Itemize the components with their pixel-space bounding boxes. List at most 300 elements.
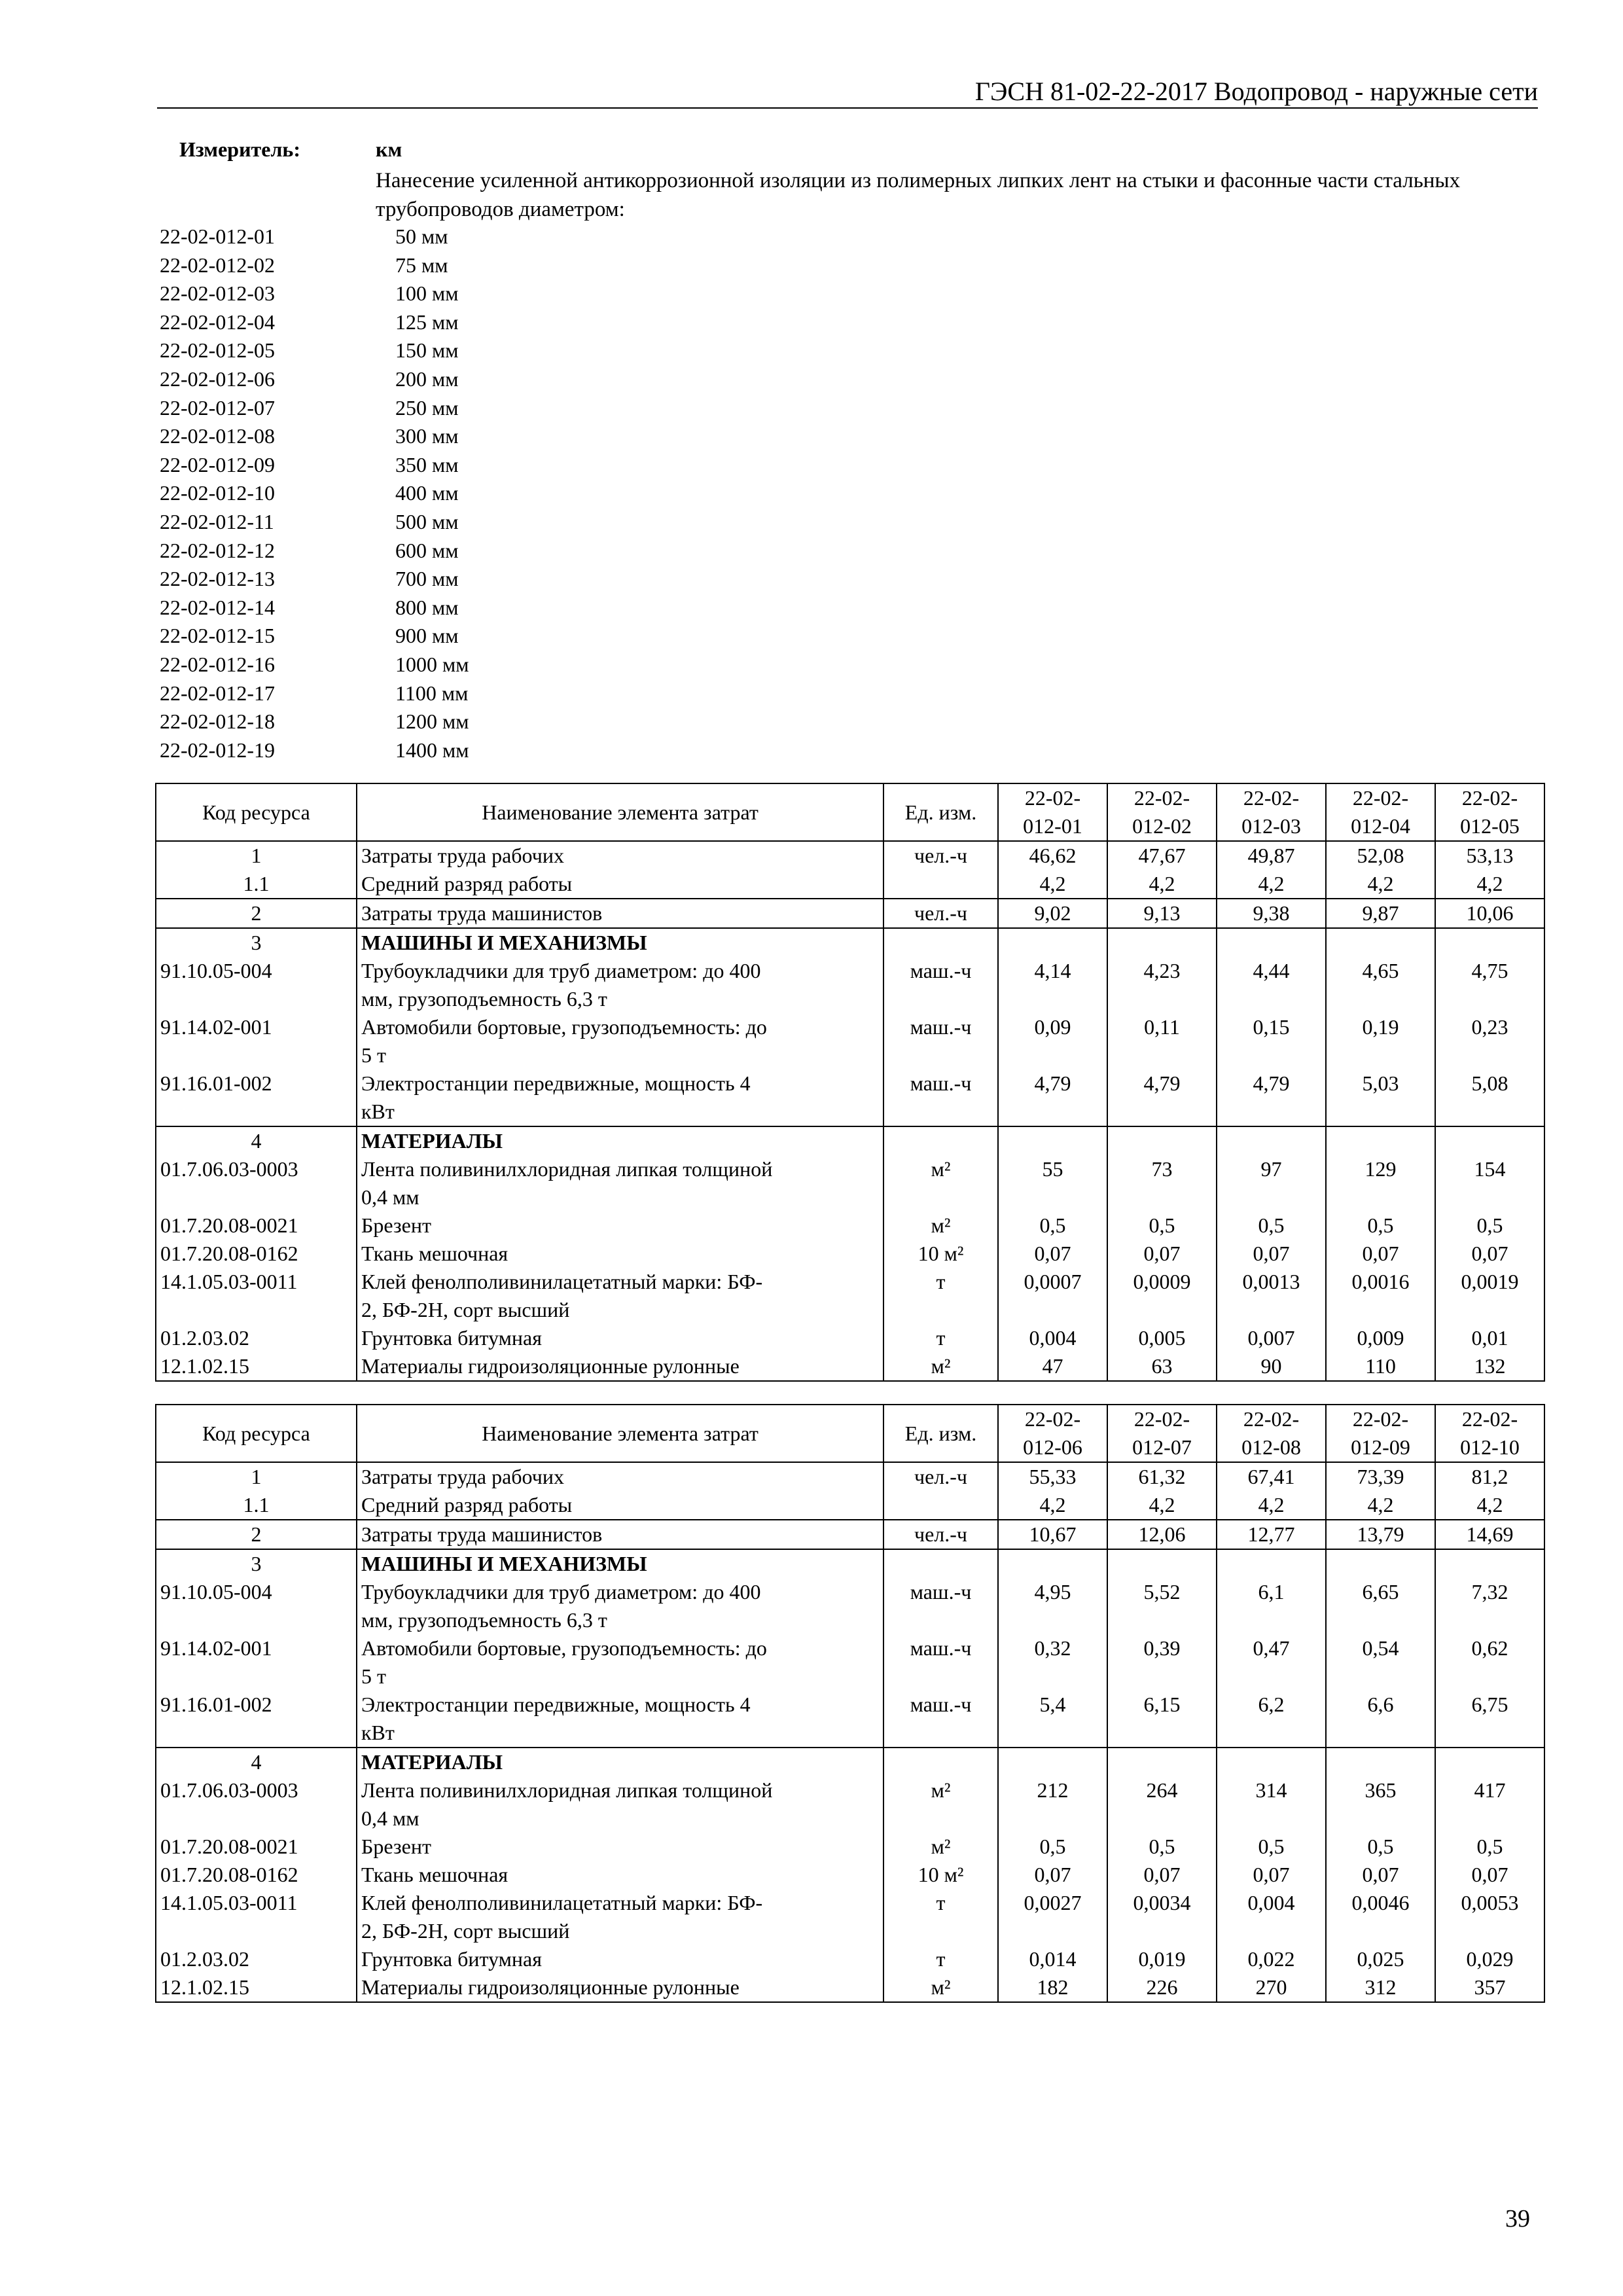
resource-value: 4,75 — [1435, 957, 1544, 1013]
resource-value: 182 — [998, 1973, 1107, 2002]
resource-value: 4,2 — [1435, 1491, 1544, 1520]
table-row — [156, 1634, 1544, 1691]
resource-value: 4,95 — [998, 1578, 1107, 1634]
resource-name-line: Ткань мешочная — [361, 1242, 508, 1265]
code-list-item — [160, 736, 469, 765]
item-code: 22-02-012-03 — [160, 281, 275, 306]
item-description: 600 мм — [395, 538, 459, 562]
resource-name-line: Брезент — [361, 1213, 431, 1237]
resource-unit: м² — [883, 1211, 998, 1240]
resource-name-line: 5 т — [361, 1043, 386, 1067]
resource-value: 63 — [1107, 1352, 1217, 1381]
resource-code: 2 — [156, 899, 357, 928]
resource-name-line: Трубоукладчики для труб диаметром: до 400 — [361, 959, 761, 982]
resource-name-line: Материалы гидроизоляционные рулонные — [361, 1354, 740, 1378]
resource-code: 01.7.06.03-0003 — [156, 1776, 357, 1833]
header-column — [998, 1405, 1107, 1462]
resource-value — [998, 1748, 1107, 1776]
resource-unit: чел.-ч — [883, 899, 998, 928]
table-row — [156, 1126, 1544, 1155]
table-row — [156, 1973, 1544, 2002]
resource-unit: маш.-ч — [883, 957, 998, 1013]
resource-code: 1.1 — [156, 1491, 357, 1520]
resource-code: 14.1.05.03-0011 — [156, 1889, 357, 1945]
resource-value: 0,5 — [1217, 1833, 1326, 1861]
resource-code: 91.14.02-001 — [156, 1013, 357, 1069]
resource-value: 55 — [998, 1155, 1107, 1211]
header-unit: Ед. изм. — [883, 783, 998, 841]
resource-name-line: Ткань мешочная — [361, 1863, 508, 1886]
resource-value: 53,13 — [1435, 841, 1544, 870]
code-list-item — [160, 651, 469, 679]
resource-value: 0,32 — [998, 1634, 1107, 1691]
resource-value: 7,32 — [1435, 1578, 1544, 1634]
resource-name — [357, 1352, 883, 1381]
resource-name-line: мм, грузоподъемность 6,3 т — [361, 987, 607, 1011]
item-description: 250 мм — [395, 395, 459, 420]
resource-unit — [883, 1491, 998, 1520]
table-row — [156, 870, 1544, 899]
resource-name-line: Лента поливинилхлоридная липкая толщиной — [361, 1778, 773, 1802]
code-list-item — [160, 394, 459, 423]
resource-name-line: кВт — [361, 1721, 395, 1744]
resource-value: 0,5 — [1435, 1211, 1544, 1240]
resource-value: 9,87 — [1326, 899, 1435, 928]
resource-value: 0,0019 — [1435, 1268, 1544, 1324]
header-column-line: 22-02- — [1024, 1407, 1081, 1431]
resource-value: 0,025 — [1326, 1945, 1435, 1973]
resource-value: 154 — [1435, 1155, 1544, 1211]
resource-name — [357, 1013, 883, 1069]
page-number: 39 — [1505, 2205, 1530, 2233]
resource-value: 5,4 — [998, 1691, 1107, 1748]
item-description: 150 мм — [395, 338, 459, 363]
resource-code: 12.1.02.15 — [156, 1973, 357, 2002]
resource-value — [1217, 928, 1326, 957]
resource-name — [357, 1491, 883, 1520]
header-name: Наименование элемента затрат — [357, 783, 883, 841]
resource-value: 4,2 — [1107, 1491, 1217, 1520]
resource-value: 357 — [1435, 1973, 1544, 2002]
resource-name-line: Затраты труда рабочих — [361, 1465, 564, 1488]
header-column-line: 012-01 — [1023, 814, 1082, 838]
resource-name — [357, 841, 883, 870]
resource-value: 4,2 — [1107, 870, 1217, 899]
table-row — [156, 1520, 1544, 1549]
resource-unit: маш.-ч — [883, 1013, 998, 1069]
resource-name — [357, 1155, 883, 1211]
header-column-line: 012-10 — [1460, 1435, 1520, 1459]
resource-value — [1217, 1126, 1326, 1155]
resource-name-line: МАШИНЫ И МЕХАНИЗМЫ — [361, 931, 647, 954]
code-list-item — [160, 422, 459, 451]
resource-value: 4,2 — [1326, 870, 1435, 899]
intro-text: Нанесение усиленной антикоррозионной изоляции из полимерных липких лент на стыки и фасонные части стальных трубопроводов диаметром: — [376, 169, 1461, 221]
resource-name — [357, 1748, 883, 1776]
resource-value: 0,5 — [998, 1211, 1107, 1240]
resource-value: 0,62 — [1435, 1634, 1544, 1691]
resource-value: 0,5 — [1326, 1211, 1435, 1240]
resource-value: 67,41 — [1217, 1462, 1326, 1491]
resource-value: 10,67 — [998, 1520, 1107, 1549]
resource-name-line: Затраты труда рабочих — [361, 844, 564, 867]
resource-name — [357, 1776, 883, 1833]
resource-value: 365 — [1326, 1776, 1435, 1833]
resource-value: 9,13 — [1107, 899, 1217, 928]
item-description: 50 мм — [395, 224, 448, 248]
resource-unit: маш.-ч — [883, 1634, 998, 1691]
resource-unit — [883, 1748, 998, 1776]
resource-table-2 — [155, 1404, 1545, 2003]
resource-value: 0,07 — [1217, 1240, 1326, 1268]
resource-value: 0,0053 — [1435, 1889, 1544, 1945]
resource-value: 0,019 — [1107, 1945, 1217, 1973]
code-list-item — [160, 622, 459, 651]
resource-name — [357, 870, 883, 899]
resource-value: 0,0007 — [998, 1268, 1107, 1324]
table-row — [156, 1211, 1544, 1240]
resource-unit: маш.-ч — [883, 1069, 998, 1126]
resource-value: 10,06 — [1435, 899, 1544, 928]
resource-value: 6,15 — [1107, 1691, 1217, 1748]
resource-name — [357, 1861, 883, 1889]
header-column — [1326, 783, 1435, 841]
item-description: 300 мм — [395, 424, 459, 448]
resource-value — [1435, 1126, 1544, 1155]
resource-code: 91.10.05-004 — [156, 1578, 357, 1634]
header-column — [998, 783, 1107, 841]
table-row — [156, 1833, 1544, 1861]
resource-value: 0,09 — [998, 1013, 1107, 1069]
header-column — [1217, 1405, 1326, 1462]
resource-name-line: Грунтовка битумная — [361, 1326, 542, 1350]
resource-name-line: Автомобили бортовые, грузоподъемность: до — [361, 1015, 767, 1039]
resource-value: 0,5 — [1217, 1211, 1326, 1240]
item-description: 900 мм — [395, 624, 459, 648]
item-code: 22-02-012-18 — [160, 709, 275, 734]
resource-unit: м² — [883, 1973, 998, 2002]
code-list-item — [160, 679, 469, 708]
resource-name-line: Грунтовка битумная — [361, 1947, 542, 1971]
resource-name-line: 0,4 мм — [361, 1806, 419, 1830]
header-unit: Ед. изм. — [883, 1405, 998, 1462]
resource-code: 1 — [156, 841, 357, 870]
header-column-line: 012-07 — [1132, 1435, 1192, 1459]
resource-name — [357, 1324, 883, 1352]
resource-value: 73,39 — [1326, 1462, 1435, 1491]
resource-value: 49,87 — [1217, 841, 1326, 870]
resource-name-line: Брезент — [361, 1835, 431, 1858]
resource-value: 4,2 — [1217, 1491, 1326, 1520]
resource-value — [1326, 1549, 1435, 1578]
resource-name-line: мм, грузоподъемность 6,3 т — [361, 1608, 607, 1632]
resource-value: 90 — [1217, 1352, 1326, 1381]
resource-name-line: 2, БФ-2Н, сорт высший — [361, 1919, 570, 1943]
table-row — [156, 841, 1544, 870]
resource-value — [998, 1126, 1107, 1155]
header-column-line: 012-04 — [1351, 814, 1410, 838]
resource-value: 4,2 — [998, 870, 1107, 899]
table-row — [156, 928, 1544, 957]
header-column — [1435, 783, 1544, 841]
item-code: 22-02-012-13 — [160, 567, 275, 591]
resource-code: 2 — [156, 1520, 357, 1549]
resource-value: 0,0013 — [1217, 1268, 1326, 1324]
resource-value: 0,07 — [1107, 1861, 1217, 1889]
header-column-line: 22-02- — [1352, 786, 1409, 810]
resource-name-line: Средний разряд работы — [361, 1493, 573, 1516]
resource-unit: чел.-ч — [883, 1520, 998, 1549]
resource-value: 0,0016 — [1326, 1268, 1435, 1324]
header-column-line: 22-02- — [1461, 786, 1518, 810]
table-row — [156, 1491, 1544, 1520]
resource-name-line: 0,4 мм — [361, 1185, 419, 1209]
resource-value — [1435, 1549, 1544, 1578]
resource-name-line: Материалы гидроизоляционные рулонные — [361, 1975, 740, 1999]
header-column-line: 22-02- — [1243, 786, 1300, 810]
header-column-line: 22-02- — [1461, 1407, 1518, 1431]
item-description: 1100 мм — [395, 681, 469, 705]
meter-unit: км — [376, 137, 402, 161]
meter-line — [179, 137, 402, 162]
resource-value — [1217, 1549, 1326, 1578]
resource-value: 47,67 — [1107, 841, 1217, 870]
resource-name — [357, 1126, 883, 1155]
meter-label: Измеритель: — [179, 137, 300, 161]
table-row — [156, 1352, 1544, 1381]
code-list-item — [160, 565, 459, 594]
resource-value: 0,07 — [1435, 1861, 1544, 1889]
code-list-item — [160, 508, 459, 537]
item-code: 22-02-012-17 — [160, 681, 275, 705]
page-header — [157, 73, 1538, 109]
table-row — [156, 1889, 1544, 1945]
resource-value: 4,79 — [998, 1069, 1107, 1126]
table-row — [156, 899, 1544, 928]
header-column-line: 012-08 — [1241, 1435, 1301, 1459]
item-code: 22-02-012-11 — [160, 509, 274, 533]
item-description: 1000 мм — [395, 652, 469, 676]
header-column-line: 012-03 — [1241, 814, 1301, 838]
item-code: 22-02-012-07 — [160, 395, 275, 420]
resource-unit — [883, 1549, 998, 1578]
resource-name — [357, 1211, 883, 1240]
resource-name-line: Клей фенолполивинилацетатный марки: БФ- — [361, 1270, 763, 1293]
resource-name — [357, 1268, 883, 1324]
resource-value — [1217, 1748, 1326, 1776]
resource-value: 4,65 — [1326, 957, 1435, 1013]
resource-name — [357, 1240, 883, 1268]
item-code: 22-02-012-12 — [160, 538, 275, 562]
item-description: 125 мм — [395, 310, 459, 334]
header-column-line: 22-02- — [1352, 1407, 1409, 1431]
code-list-item — [160, 336, 459, 365]
item-description: 500 мм — [395, 509, 459, 533]
resource-code: 01.7.20.08-0162 — [156, 1240, 357, 1268]
item-description: 400 мм — [395, 481, 459, 505]
resource-value: 132 — [1435, 1352, 1544, 1381]
resource-value: 0,0034 — [1107, 1889, 1217, 1945]
header-column-line: 22-02- — [1243, 1407, 1300, 1431]
resource-unit: маш.-ч — [883, 1691, 998, 1748]
resource-value: 0,39 — [1107, 1634, 1217, 1691]
resource-unit: т — [883, 1268, 998, 1324]
table-row — [156, 1013, 1544, 1069]
resource-name — [357, 1889, 883, 1945]
resource-value: 61,32 — [1107, 1462, 1217, 1491]
resource-value — [998, 928, 1107, 957]
header-column — [1217, 783, 1326, 841]
header-code: Код ресурса — [156, 783, 357, 841]
resource-name-line: Клей фенолполивинилацетатный марки: БФ- — [361, 1891, 763, 1914]
resource-value: 4,2 — [1435, 870, 1544, 899]
resource-code: 91.14.02-001 — [156, 1634, 357, 1691]
resource-code: 1 — [156, 1462, 357, 1491]
resource-value: 0,47 — [1217, 1634, 1326, 1691]
resource-name — [357, 1634, 883, 1691]
resource-name-line: МАТЕРИАЛЫ — [361, 1750, 503, 1774]
item-description: 75 мм — [395, 253, 448, 277]
header-name: Наименование элемента затрат — [357, 1405, 883, 1462]
resource-value: 0,007 — [1217, 1324, 1326, 1352]
resource-value: 73 — [1107, 1155, 1217, 1211]
resource-value — [1107, 928, 1217, 957]
code-list-item — [160, 223, 448, 251]
header-code: Код ресурса — [156, 1405, 357, 1462]
resource-value: 0,07 — [998, 1861, 1107, 1889]
table-row — [156, 1776, 1544, 1833]
resource-value: 0,15 — [1217, 1013, 1326, 1069]
table-row — [156, 1240, 1544, 1268]
resource-unit: м² — [883, 1776, 998, 1833]
resource-value: 6,6 — [1326, 1691, 1435, 1748]
item-code: 22-02-012-16 — [160, 652, 275, 676]
resource-value: 4,79 — [1217, 1069, 1326, 1126]
resource-code: 3 — [156, 1549, 357, 1578]
resource-value: 12,06 — [1107, 1520, 1217, 1549]
resource-code: 01.7.20.08-0021 — [156, 1211, 357, 1240]
resource-name — [357, 1691, 883, 1748]
header-column-line: 012-02 — [1132, 814, 1192, 838]
resource-code: 01.7.20.08-0162 — [156, 1861, 357, 1889]
table-row — [156, 1945, 1544, 1973]
resource-value: 46,62 — [998, 841, 1107, 870]
resource-value: 0,07 — [998, 1240, 1107, 1268]
table-header-row — [156, 783, 1544, 841]
resource-name — [357, 899, 883, 928]
resource-value: 314 — [1217, 1776, 1326, 1833]
resource-value: 0,23 — [1435, 1013, 1544, 1069]
resource-value: 110 — [1326, 1352, 1435, 1381]
table-row — [156, 1069, 1544, 1126]
resource-unit — [883, 1126, 998, 1155]
resource-unit: т — [883, 1945, 998, 1973]
resource-value: 81,2 — [1435, 1462, 1544, 1491]
resource-name — [357, 1069, 883, 1126]
header-column-line: 22-02- — [1133, 1407, 1190, 1431]
resource-value: 0,005 — [1107, 1324, 1217, 1352]
resource-value: 0,029 — [1435, 1945, 1544, 1973]
table-row — [156, 1462, 1544, 1491]
resource-name-line: 5 т — [361, 1664, 386, 1688]
resource-name — [357, 1578, 883, 1634]
resource-name — [357, 1549, 883, 1578]
resource-unit: 10 м² — [883, 1861, 998, 1889]
item-description: 350 мм — [395, 452, 459, 476]
code-list-item — [160, 594, 459, 622]
resource-value: 0,0027 — [998, 1889, 1107, 1945]
resource-name-line: Средний разряд работы — [361, 872, 573, 895]
table-row — [156, 1155, 1544, 1211]
item-description: 1200 мм — [395, 709, 469, 734]
resource-value: 12,77 — [1217, 1520, 1326, 1549]
resource-value: 0,004 — [1217, 1889, 1326, 1945]
resource-value: 52,08 — [1326, 841, 1435, 870]
table-row — [156, 957, 1544, 1013]
resource-value: 9,02 — [998, 899, 1107, 928]
header-column-line: 22-02- — [1133, 786, 1190, 810]
resource-name-line: МАШИНЫ И МЕХАНИЗМЫ — [361, 1552, 647, 1575]
resource-name-line: кВт — [361, 1100, 395, 1123]
resource-value: 6,1 — [1217, 1578, 1326, 1634]
resource-name — [357, 928, 883, 957]
resource-value: 129 — [1326, 1155, 1435, 1211]
resource-name-line: Затраты труда машинистов — [361, 901, 603, 925]
resource-code: 91.10.05-004 — [156, 957, 357, 1013]
resource-value: 0,07 — [1326, 1240, 1435, 1268]
resource-value: 6,75 — [1435, 1691, 1544, 1748]
header-column — [1107, 783, 1217, 841]
resource-value — [1107, 1126, 1217, 1155]
resource-unit: м² — [883, 1833, 998, 1861]
resource-value: 9,38 — [1217, 899, 1326, 928]
resource-code: 01.7.20.08-0021 — [156, 1833, 357, 1861]
resource-value: 13,79 — [1326, 1520, 1435, 1549]
resource-value — [1326, 1748, 1435, 1776]
header-column-line: 012-06 — [1023, 1435, 1082, 1459]
header-column-line: 012-05 — [1460, 814, 1520, 838]
resource-value: 0,07 — [1107, 1240, 1217, 1268]
code-list-item — [160, 708, 469, 736]
resource-unit — [883, 928, 998, 957]
item-code: 22-02-012-19 — [160, 738, 275, 762]
resource-value: 14,69 — [1435, 1520, 1544, 1549]
resource-value: 0,014 — [998, 1945, 1107, 1973]
item-code: 22-02-012-04 — [160, 310, 275, 334]
item-code: 22-02-012-14 — [160, 595, 275, 619]
resource-value: 0,009 — [1326, 1324, 1435, 1352]
resource-unit: м² — [883, 1352, 998, 1381]
resource-unit: т — [883, 1889, 998, 1945]
item-description: 700 мм — [395, 567, 459, 591]
resource-value: 5,08 — [1435, 1069, 1544, 1126]
code-list-item — [160, 537, 459, 565]
item-description: 100 мм — [395, 281, 459, 306]
resource-unit: чел.-ч — [883, 1462, 998, 1491]
resource-value: 0,022 — [1217, 1945, 1326, 1973]
code-list-item — [160, 279, 459, 308]
resource-code: 3 — [156, 928, 357, 957]
resource-value: 5,52 — [1107, 1578, 1217, 1634]
resource-value: 4,2 — [1217, 870, 1326, 899]
item-code: 22-02-012-05 — [160, 338, 275, 363]
resource-name-line: Затраты труда машинистов — [361, 1522, 603, 1546]
table-row — [156, 1748, 1544, 1776]
item-code: 22-02-012-15 — [160, 624, 275, 648]
item-code: 22-02-012-02 — [160, 253, 275, 277]
resource-value: 264 — [1107, 1776, 1217, 1833]
resource-name — [357, 1462, 883, 1491]
